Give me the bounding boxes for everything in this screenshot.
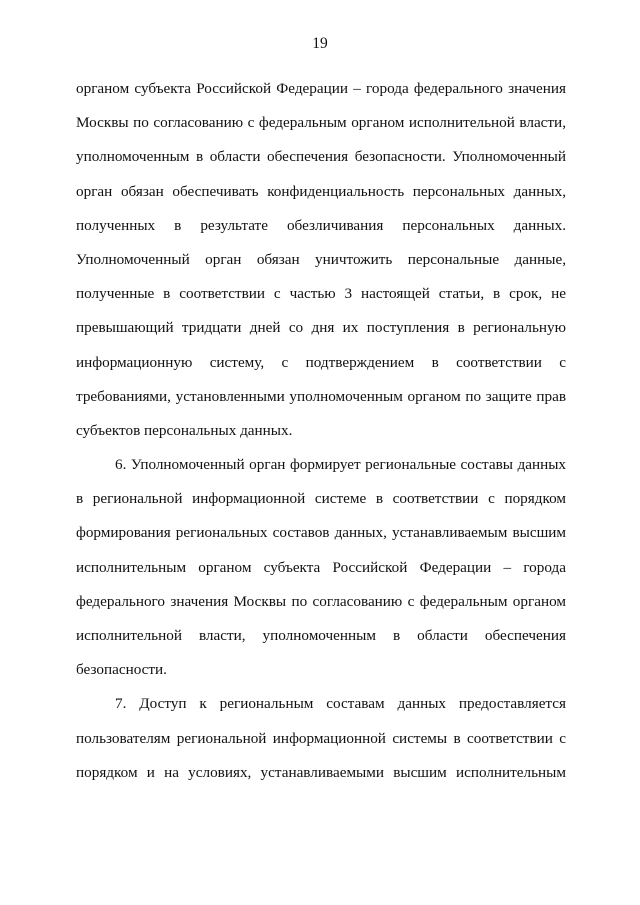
paragraph	[76, 687, 566, 790]
text-line: 6. Уполномоченный орган формирует региональные составы данных	[115, 456, 566, 474]
text-line: органом субъекта Российской Федерации – города федерального значения	[76, 80, 566, 97]
document-body	[76, 72, 566, 790]
text-line: исполнительным органом субъекта Российской Федерации – города	[76, 558, 566, 576]
text-line: информационную систему, с подтверждением в соответствии с	[76, 353, 566, 371]
text-line: уполномоченным в области обеспечения безопасности. Уполномоченный	[76, 148, 566, 166]
text-line: исполнительной власти, уполномоченным в области обеспечения	[76, 627, 566, 644]
text-line: требованиями, установленными уполномоченным органом по защите прав	[76, 387, 566, 405]
text-line: 7. Доступ к региональным составам данных предоставляется	[115, 695, 566, 713]
text-line: субъектов персональных данных.	[76, 421, 293, 439]
text-line: превышающий тридцати дней со дня их поступления в региональную	[76, 319, 566, 337]
text-line: полученных в результате обезличивания персональных данных.	[76, 216, 566, 234]
paragraph	[76, 72, 566, 448]
text-line: Москвы по согласованию с федеральным органом исполнительной власти,	[76, 114, 566, 132]
text-line: пользователям региональной информационной системы в соответствии с	[76, 729, 566, 747]
text-line: формирования региональных составов данных, устанавливаемым высшим	[76, 524, 566, 542]
text-line: порядком и на условиях, устанавливаемыми высшим исполнительным	[76, 763, 566, 781]
text-line: федерального значения Москвы по согласованию с федеральным органом	[76, 592, 566, 610]
text-line: Уполномоченный орган обязан уничтожить персональные данные,	[76, 250, 566, 268]
text-line: полученные в соответствии с частью 3 настоящей статьи, в срок, не	[76, 285, 566, 303]
paragraph	[76, 448, 566, 687]
text-line: безопасности.	[76, 661, 167, 679]
text-line: орган обязан обеспечивать конфиденциальность персональных данных,	[76, 182, 566, 200]
page-number: 19	[312, 35, 328, 52]
text-line: в региональной информационной системе в соответствии с порядком	[76, 490, 566, 508]
